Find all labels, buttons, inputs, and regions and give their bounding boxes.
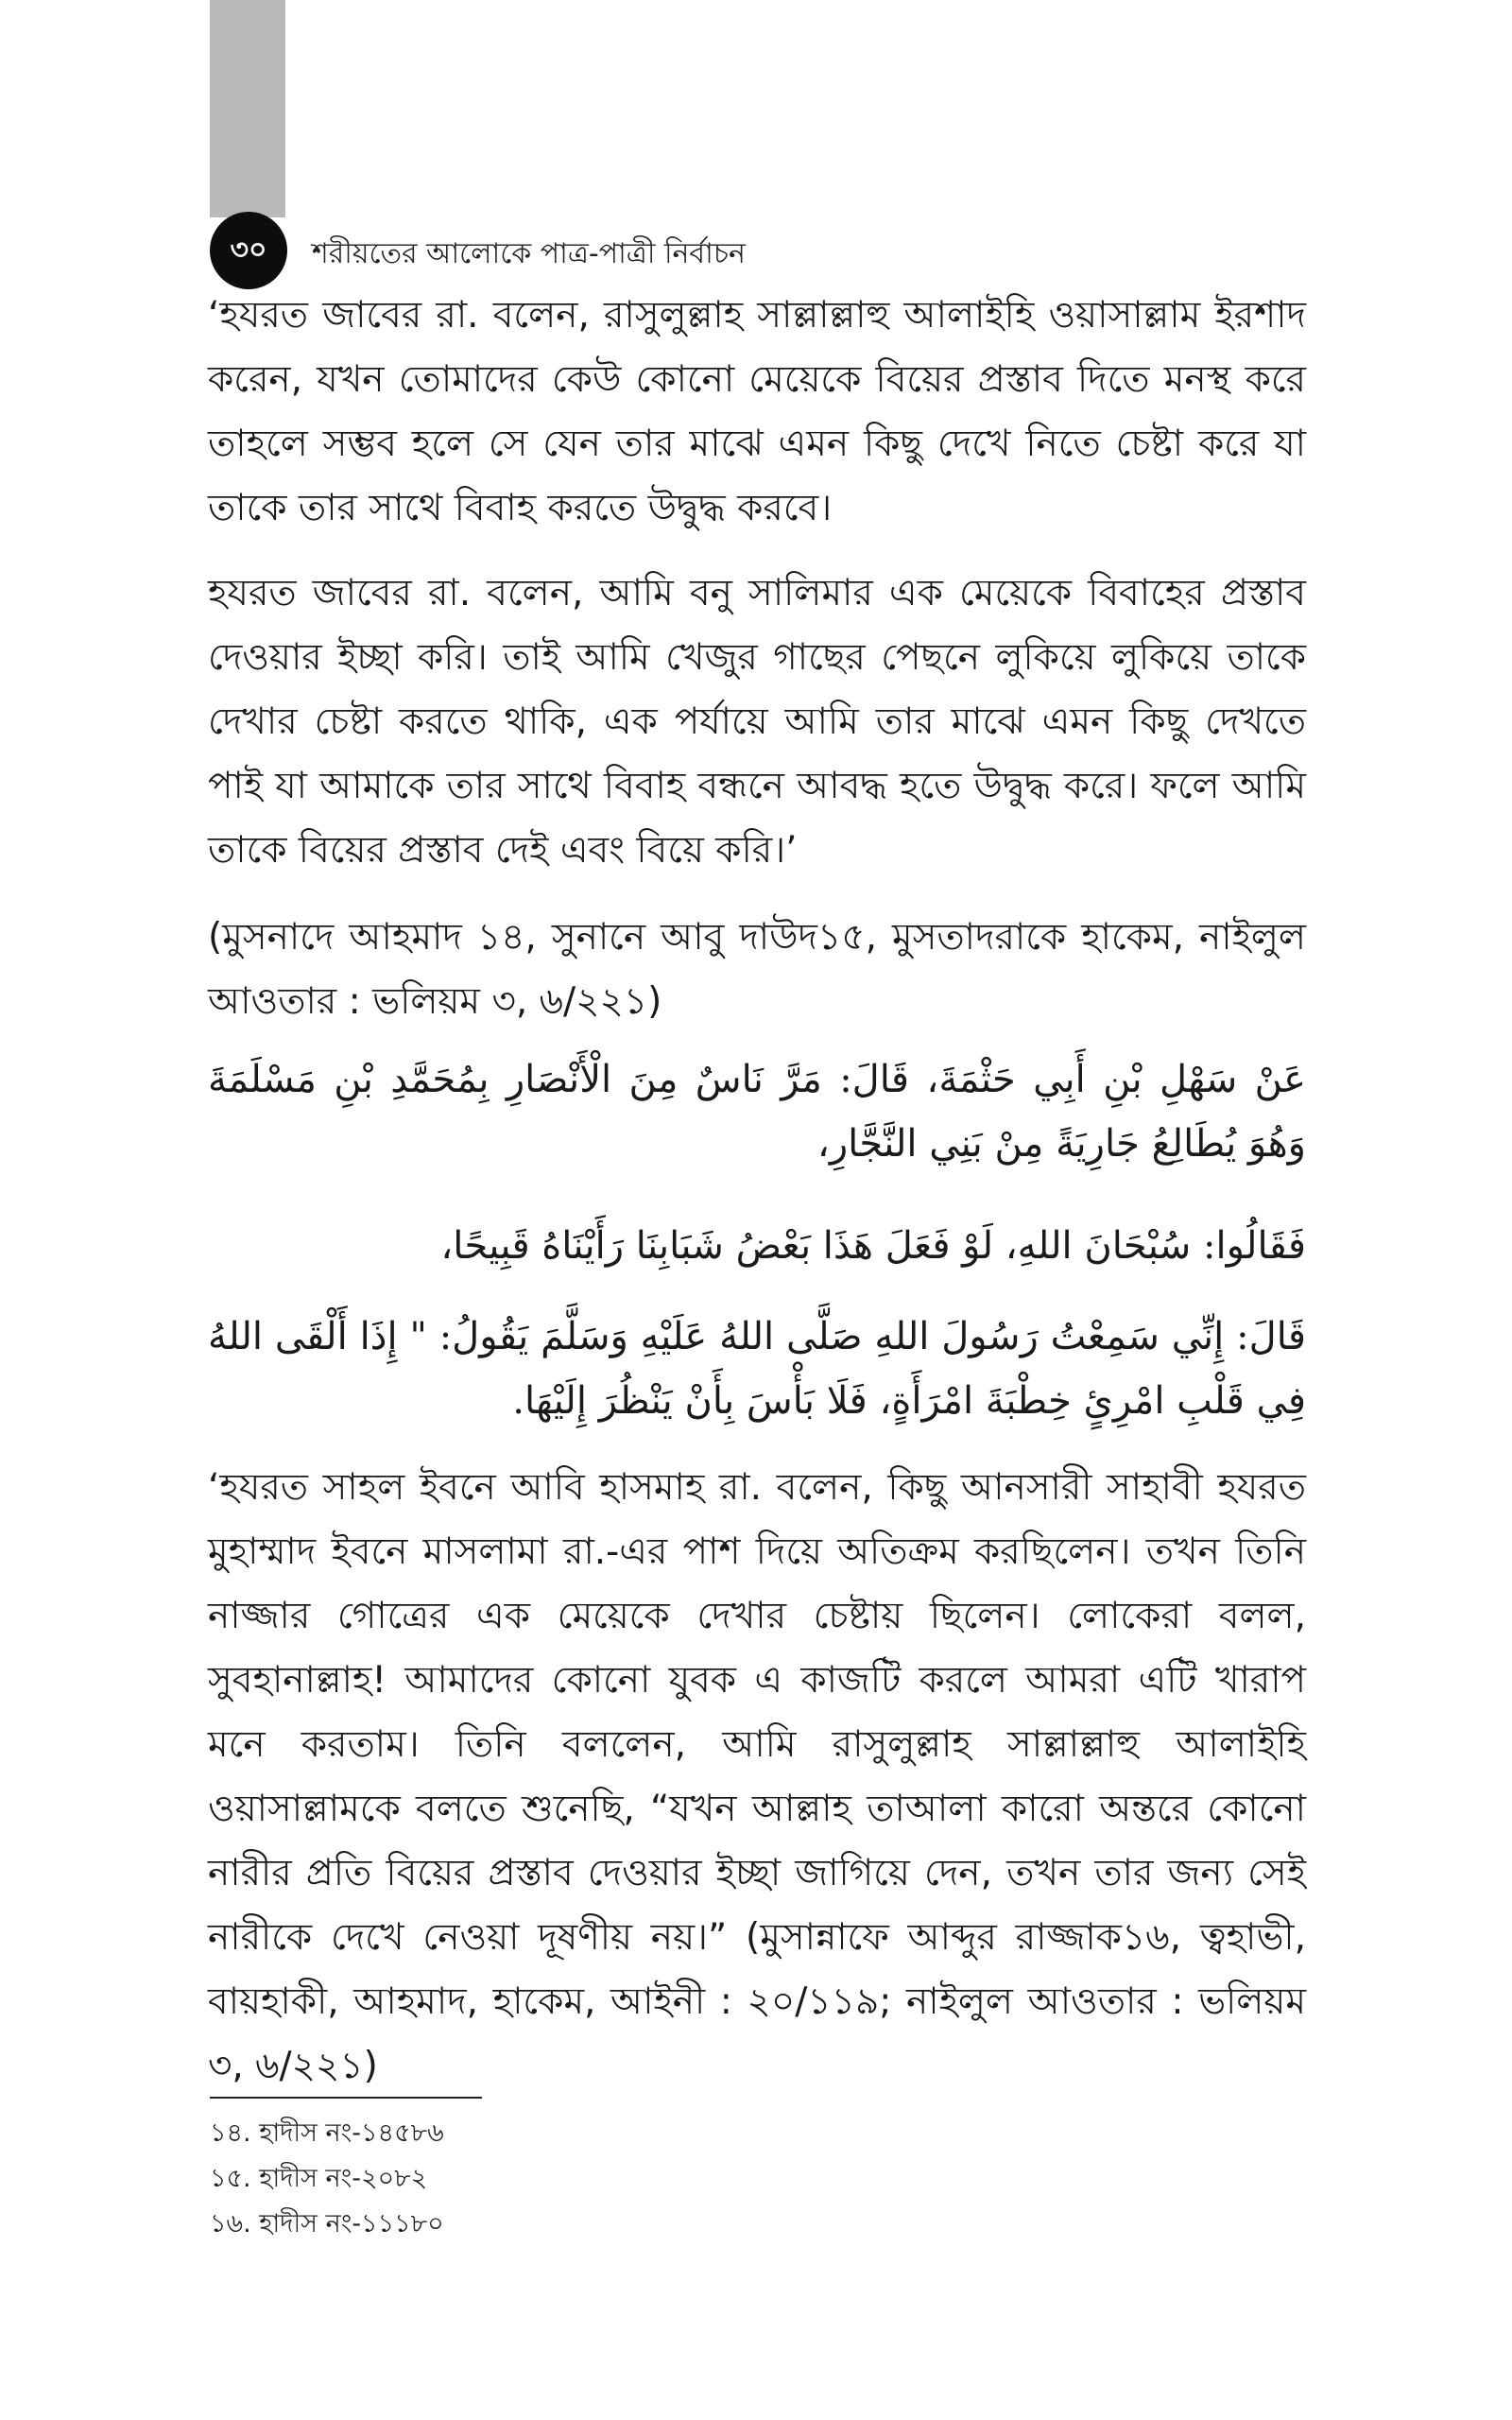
footnote-separator xyxy=(210,2097,482,2099)
footnote-16: ১৬. হাদীস নং-১১১৮০ xyxy=(210,2209,444,2238)
citation-1: (মুসনাদে আহমাদ ১৪, সুনানে আবু দাউদ১৫, মুসতাদরাকে হাকেম, নাইলুল আওতার : ভলিয়ম ৩, ৬/২২১) xyxy=(208,916,1306,1023)
paragraph-jaber-hadith: ‘হযরত জাবের রা. বলেন, রাসুলুল্লাহ সাল্লাল্লাহু আলাইহি ওয়াসাল্লাম ইরশাদ করেন, যখন তোমাদের কেউ কোনো মেয়েকে বিয়ের প্রস্তাব দিতে মনস্থ করে তাহলে সম্ভব হলে সে যেন তার মাঝে এমন কিছু দেখে নিতে চেষ্টা করে যা তাকে তার সাথে বিবাহ করতে উদ্বুদ্ধ করবে। xyxy=(208,294,1306,529)
running-title: শরীয়তের আলোকে পাত্র-পাত্রী নির্বাচন xyxy=(312,237,746,270)
side-tab-marker xyxy=(210,0,285,217)
footnote-15: ১৫. হাদীস নং-২০৮২ xyxy=(210,2164,428,2193)
paragraph-jaber-narration: হযরত জাবের রা. বলেন, আমি বনু সালিমার এক মেয়েকে বিবাহের প্রস্তাব দেওয়ার ইচ্ছা করি। তাই আমি খেজুর গাছের পেছনে লুকিয়ে লুকিয়ে তাকে দেখার চেষ্টা করতে থাকি, এক পর্যায়ে আমি তার মাঝে এমন কিছু দেখতে পাই যা আমাকে তার সাথে বিবাহ বন্ধনে আবদ্ধ হতে উদ্বুদ্ধ করে। ফলে আমি তাকে বিয়ের প্রস্তাব দেই এবং বিয়ে করি।’ xyxy=(208,572,1306,872)
footnote-14: ১৪. হাদীস নং-১৪৫৮৬ xyxy=(210,2118,444,2148)
arabic-text-2: فَقَالُوا: سُبْحَانَ اللهِ، لَوْ فَعَلَ هَذَا بَعْضُ شَبَابِنَا رَأَيْنَاهُ قَبِيحًا، xyxy=(440,1224,1306,1268)
arabic-text-3: قَالَ: إِنِّي سَمِعْتُ رَسُولَ اللهِ صَلَّى اللهُ عَلَيْهِ وَسَلَّمَ يَقُولُ: " إِذَا أَلْقَى اللهُ فِي قَلْبِ امْرِئٍ خِطْبَةَ امْرَأَةٍ، فَلَا بَأْسَ بِأَنْ يَنْظُرَ إِلَيْهَا. xyxy=(208,1315,1306,1423)
paragraph-sahl-translation: ‘হযরত সাহল ইবনে আবি হাসমাহ রা. বলেন, কিছু আনসারী সাহাবী হযরত মুহাম্মাদ ইবনে মাসলামা রা.-এর পাশ দিয়ে অতিক্রম করছিলেন। তখন তিনি নাজ্জার গোত্রের এক মেয়েকে দেখার চেষ্টায় ছিলেন। লোকেরা বলল, সুবহানাল্লাহ! আমাদের কোনো যুবক এ কাজটি করলে আমরা এটি খারাপ মনে করতাম। তিনি বললেন, আমি রাসুলুল্লাহ সাল্লাল্লাহু আলাইহি ওয়াসাল্লামকে বলতে শুনেছি, “যখন আল্লাহ তাআলা কারো অন্তরে কোনো নারীর প্রতি বিয়ের প্রস্তাব দেওয়ার ইচ্ছা জাগিয়ে দেন, তখন তার জন্য সেই নারীকে দেখে নেওয়া দূষণীয় নয়।” (মুসান্নাফে আব্দুর রাজ্জাক১৬, ত্বহাভী, বায়হাকী, আহমাদ, হাকেম, আইনী : ২০/১১৯; নাইলুল আওতার : ভলিয়ম ৩, ৬/২২১) xyxy=(208,1466,1306,2087)
arabic-text-1: عَنْ سَهْلِ بْنِ أَبِي حَثْمَةَ، قَالَ: مَرَّ نَاسٌ مِنَ الْأَنْصَارِ بِمُحَمَّدِ بْنِ مَسْلَمَةَ وَهُوَ يُطَالِعُ جَارِيَةً مِنْ بَنِي النَّجَّارِ، xyxy=(208,1058,1306,1166)
page-number: ৩০ xyxy=(210,212,287,289)
